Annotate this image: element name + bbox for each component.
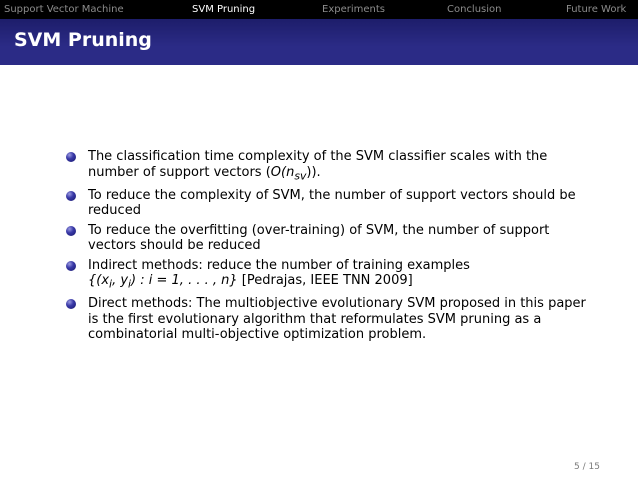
bullet-text: To reduce the complexity of SVM, the number of support vectors should be reduced [88,187,576,219]
list-item [0,258,598,293]
bullet-ball-icon [66,299,76,309]
bullet-text-end: )). [306,164,321,180]
bullet-text: Indirect methods: reduce the number of training examples [88,257,470,273]
bullet-ball-icon [66,191,76,201]
list-item [0,188,598,219]
math-text: ) : i = 1, . . . , n} [131,273,238,289]
bullet-ball-icon [66,152,76,162]
nav-item-support-vector-machine[interactable]: Support Vector Machine [4,4,124,15]
nav-item-svm-pruning[interactable]: SVM Pruning [192,4,256,15]
bullet-list [0,149,638,347]
bullet-text: Direct methods: The multiobjective evolutionary SVM proposed in this paper is the first evolutionary algorithm that reformulates SVM pruning as a combinatorial multi-objective optimization problem. [88,296,586,343]
page-number: 5 / 15 [574,462,600,472]
bullet-text: The classification time complexity of the SVM classifier scales with the number of support vectors ( [88,149,548,180]
math-text: {(x [88,273,110,289]
nav-item-experiments[interactable]: Experiments [322,4,385,15]
slide-title: SVM Pruning [14,29,152,51]
bullet-ball-icon [66,261,76,271]
nav-item-conclusion[interactable]: Conclusion [447,4,502,15]
math-subscript: sv [294,169,307,183]
list-item [0,296,598,343]
list-item [0,149,598,184]
math-subscript: i [128,277,132,291]
math-subscript: i [109,277,113,291]
math-text: O(n [270,164,295,180]
nav-item-future-work[interactable]: Future Work [566,4,627,15]
navigation-bar [0,0,638,19]
bullet-ball-icon [66,226,76,236]
list-item [0,223,598,254]
math-text: , y [112,273,129,289]
bullet-text-end: [Pedrajas, IEEE TNN 2009] [237,273,413,289]
bullet-text: To reduce the overfitting (over-training) of SVM, the number of support vectors should be reduced [88,222,550,254]
